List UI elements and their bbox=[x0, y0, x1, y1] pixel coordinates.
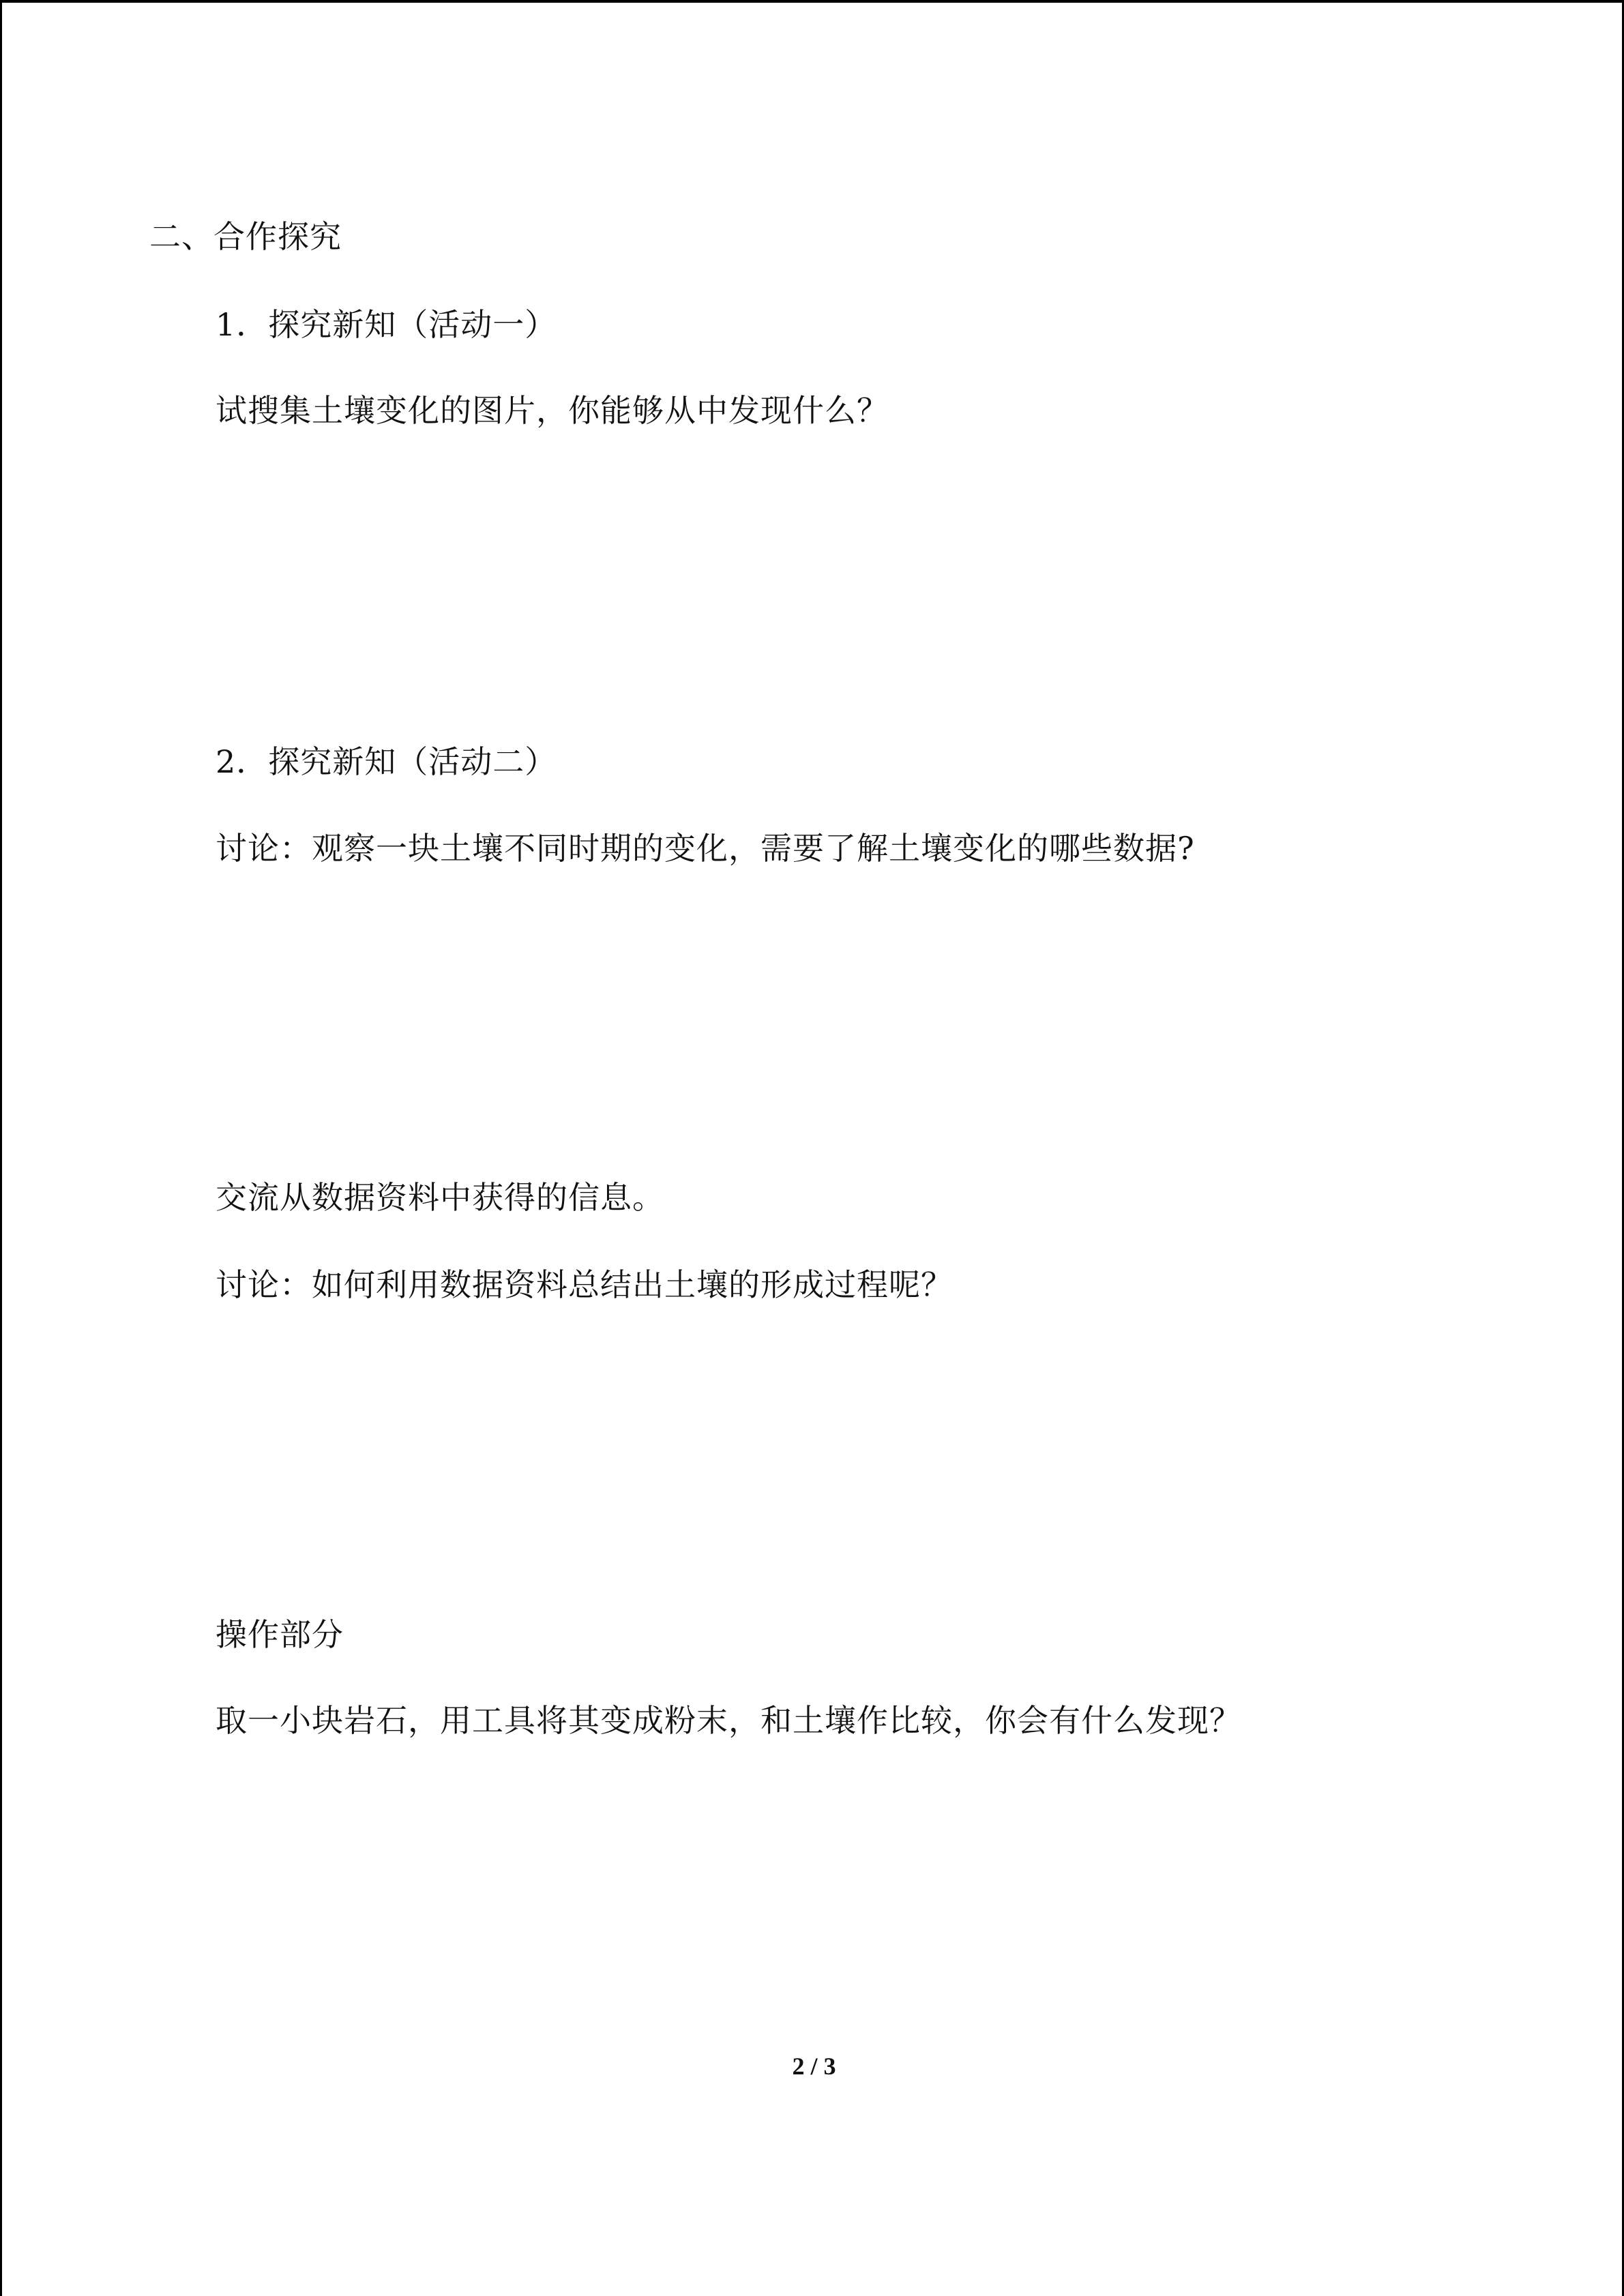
operation-task: 取一小块岩石，用工具将其变成粉末，和土壤作比较，你会有什么发现？ bbox=[216, 1702, 1241, 1739]
activity2-discussion-1: 讨论：观察一块土壤不同时期的变化，需要了解土壤变化的哪些数据? bbox=[216, 830, 1195, 867]
activity2-title: 2．探究新知（活动二） bbox=[216, 743, 557, 780]
activity2-discussion-2: 讨论：如何利用数据资料总结出土壤的形成过程呢？ bbox=[216, 1266, 953, 1303]
page-number: 2 / 3 bbox=[792, 2053, 836, 2080]
section-heading: 二、合作探究 bbox=[149, 218, 342, 255]
activity1-question: 试搜集土壤变化的图片，你能够从中发现什么？ bbox=[216, 392, 889, 429]
activity2-exchange: 交流从数据资料中获得的信息。 bbox=[216, 1179, 664, 1216]
activity1-title: 1．探究新知（活动一） bbox=[216, 306, 557, 343]
operation-title: 操作部分 bbox=[216, 1616, 344, 1653]
